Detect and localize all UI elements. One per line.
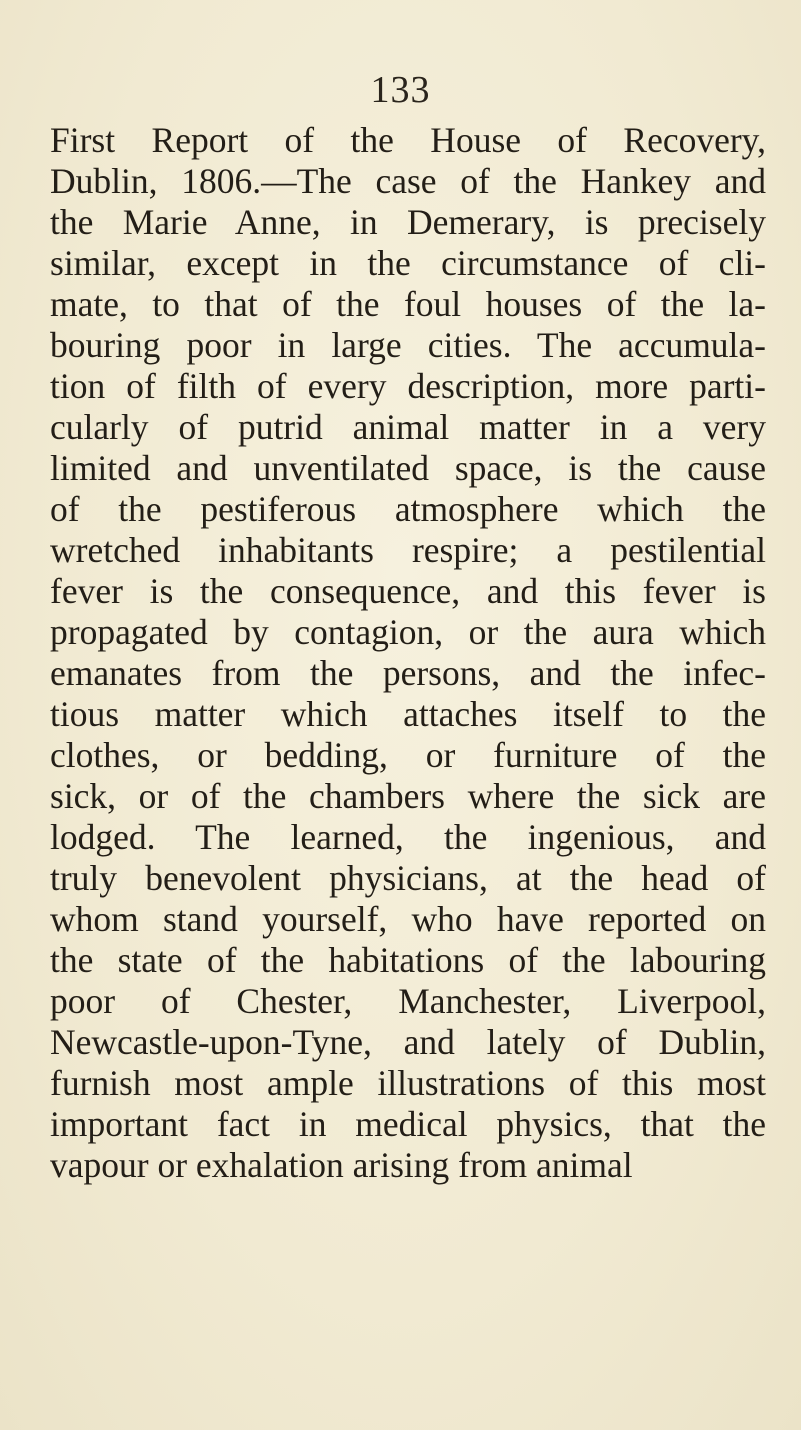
text-line: cularly of putrid animal matter in a very — [50, 407, 766, 447]
text-line: vapour or exhalation arising from animal — [50, 1145, 633, 1185]
text-line: First Report of the House of Recovery, — [50, 120, 766, 160]
body-text — [50, 120, 766, 1186]
text-line: the Marie Anne, in Demerary, is precisely — [50, 202, 766, 242]
text-line: tious matter which attaches itself to the — [50, 694, 766, 734]
text-line: emanates from the persons, and the infec- — [50, 653, 766, 693]
text-line: tion of filth of every description, more parti- — [50, 366, 766, 406]
text-line: furnish most ample illustrations of this most — [50, 1063, 766, 1103]
text-line: fever is the consequence, and this fever is — [50, 571, 766, 611]
text-line: truly benevolent physicians, at the head of — [50, 858, 766, 898]
text-line: propagated by contagion, or the aura which — [50, 612, 766, 652]
text-line: lodged. The learned, the ingenious, and — [50, 817, 766, 857]
text-line: clothes, or bedding, or furniture of the — [50, 735, 766, 775]
text-line: the state of the habitations of the labouring — [50, 940, 766, 980]
text-line: mate, to that of the foul houses of the la- — [50, 284, 766, 324]
text-line: sick, or of the chambers where the sick are — [50, 776, 766, 816]
text-line: limited and unventilated space, is the cause — [50, 448, 766, 488]
text-line: bouring poor in large cities. The accumula- — [50, 325, 766, 365]
text-line: whom stand yourself, who have reported on — [50, 899, 766, 939]
text-line: important fact in medical physics, that the — [50, 1104, 766, 1144]
text-line: similar, except in the circumstance of cli- — [50, 243, 766, 283]
text-line: Newcastle-upon-Tyne, and lately of Dublin, — [50, 1022, 766, 1062]
text-line: Dublin, 1806.—The case of the Hankey and — [50, 161, 766, 201]
text-line: of the pestiferous atmosphere which the — [50, 489, 766, 529]
text-line: poor of Chester, Manchester, Liverpool, — [50, 981, 766, 1021]
text-line: wretched inhabitants respire; a pestilential — [50, 530, 766, 570]
page-number: 133 — [370, 69, 431, 111]
